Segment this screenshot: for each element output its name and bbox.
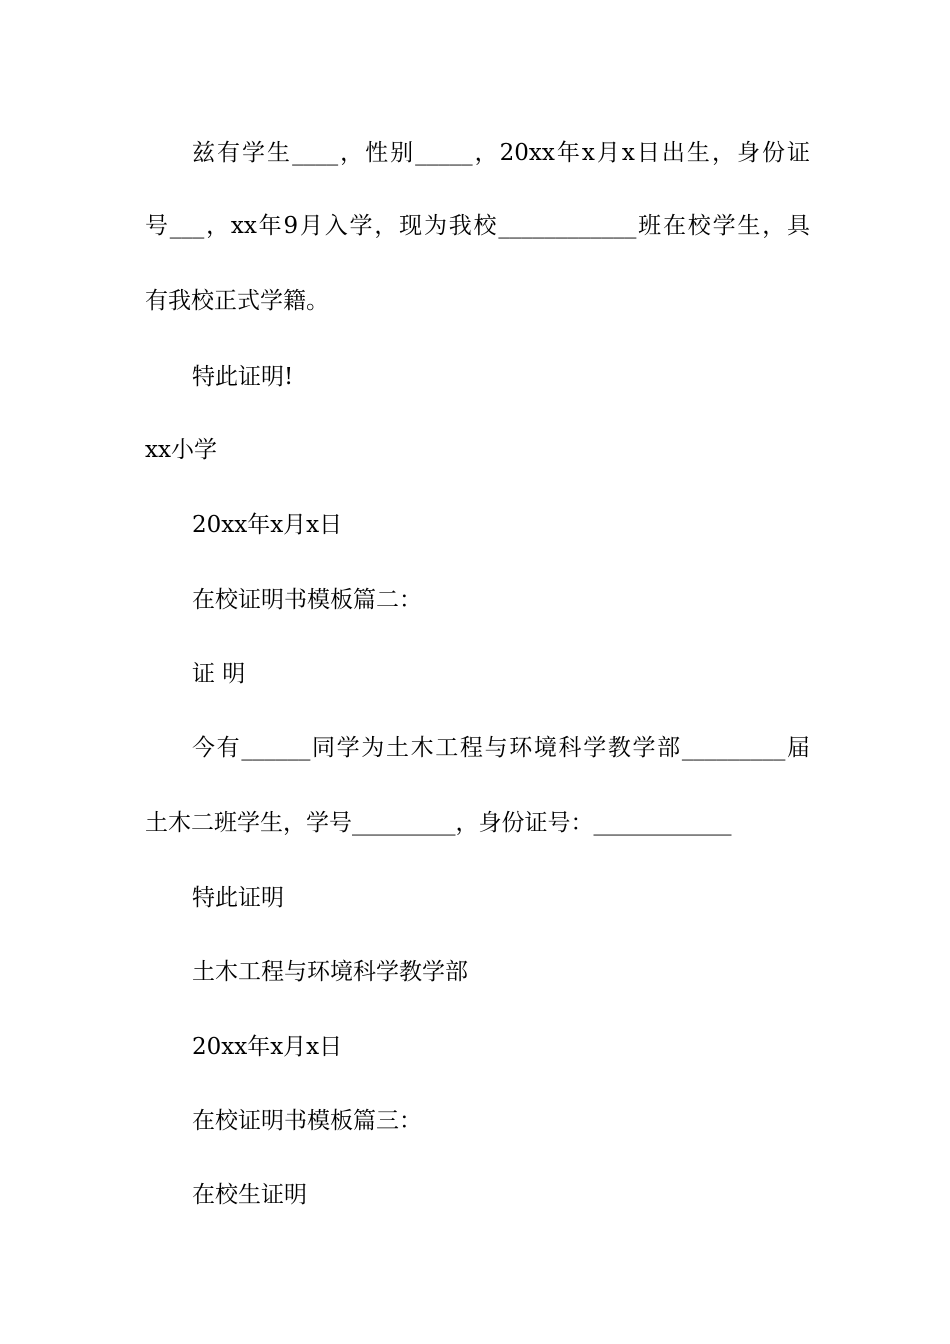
student-info-line-1: 今有______同学为土木工程与环境科学教学部_________届 <box>192 735 810 761</box>
student-info-line-2: 土木二班学生，学号_________，身份证号：____________ <box>145 810 732 836</box>
issue-date-2: 20xx年x月x日 <box>192 1034 343 1060</box>
school-name: xx小学 <box>145 437 217 463</box>
department-name: 土木工程与环境科学教学部 <box>192 959 468 985</box>
paragraph-line-3: 有我校正式学籍。 <box>145 288 329 314</box>
certification-text-2: 特此证明 <box>192 885 284 911</box>
section-heading-2: 在校证明书模板篇二： <box>192 587 422 613</box>
section-heading-3: 在校证明书模板篇三： <box>192 1108 422 1134</box>
certificate-title: 证 明 <box>192 661 246 687</box>
paragraph-line-1: 兹有学生____，性别_____，20xx年x月x日出生，身份证 <box>192 140 810 166</box>
certificate-title-3: 在校生证明 <box>192 1182 307 1208</box>
certification-text: 特此证明! <box>192 364 294 390</box>
issue-date: 20xx年x月x日 <box>192 512 343 538</box>
paragraph-line-2: 号___，xx年9月入学，现为我校____________班在校学生，具 <box>145 213 810 239</box>
